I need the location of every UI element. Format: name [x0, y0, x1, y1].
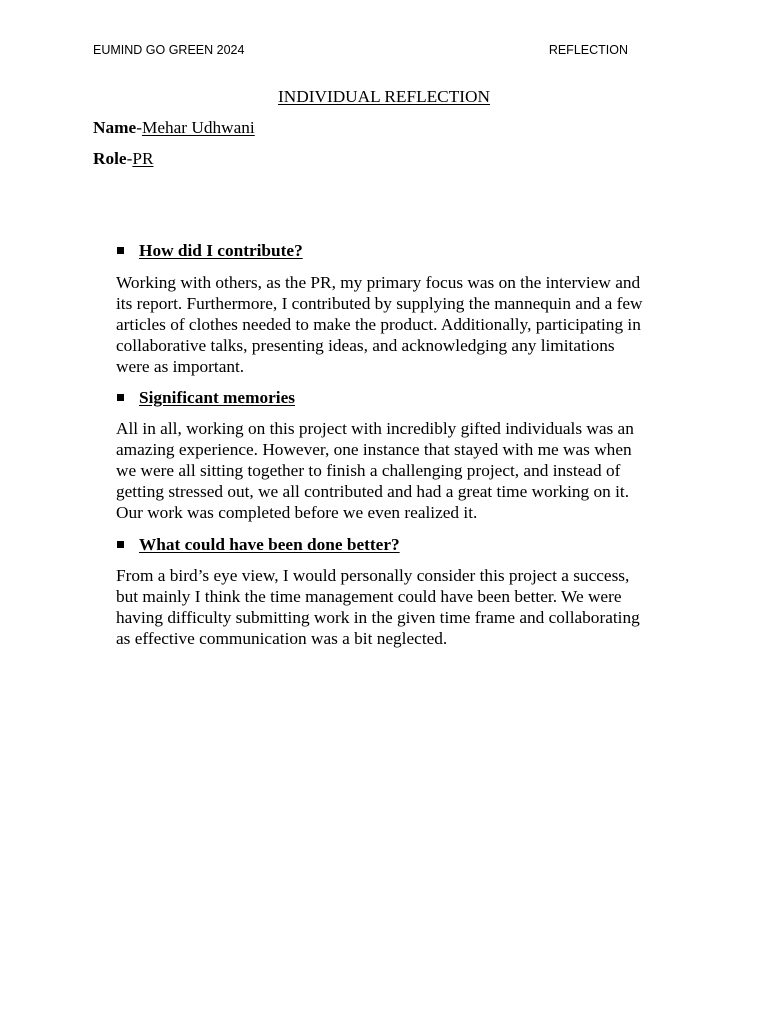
- paragraph-line: articles of clothes needed to make the product. Additionally, participating in: [116, 315, 641, 334]
- role-value: PR: [132, 149, 154, 168]
- page-header: [93, 43, 628, 59]
- section-paragraph: [116, 418, 676, 523]
- paragraph-line: amazing experience. However, one instance that stayed with me was when: [116, 440, 632, 459]
- paragraph-line: Working with others, as the PR, my primary focus was on the interview and: [116, 273, 641, 292]
- section-heading: Significant memories: [139, 388, 295, 407]
- page-title: [0, 87, 768, 107]
- section-paragraph: [116, 272, 676, 377]
- paragraph-line: were as important.: [116, 357, 245, 376]
- section-heading: How did I contribute?: [139, 241, 303, 260]
- paragraph-line: collaborative talks, presenting ideas, and acknowledging any limitations: [116, 336, 615, 355]
- role-label: Role: [93, 149, 127, 168]
- section-paragraph: [116, 565, 676, 649]
- square-bullet-icon: [117, 541, 124, 548]
- name-value: Mehar Udhwani: [141, 118, 255, 137]
- section-heading: What could have been done better?: [139, 535, 400, 554]
- paragraph-line: Our work was completed before we even realized it.: [116, 503, 478, 522]
- header-left-text: EUMIND GO GREEN 2024: [93, 43, 245, 57]
- header-right-text: REFLECTION: [548, 43, 628, 57]
- paragraph-line: having difficulty submitting work in the given time frame and collaborating: [116, 608, 640, 627]
- paragraph-line: getting stressed out, we all contributed and had a great time working on it.: [116, 482, 630, 501]
- paragraph-line: All in all, working on this project with incredibly gifted individuals was an: [116, 419, 634, 438]
- paragraph-line: From a bird’s eye view, I would personally consider this project a success,: [116, 566, 630, 585]
- page-title-text: INDIVIDUAL REFLECTION: [278, 87, 490, 106]
- name-label: Name: [93, 118, 137, 137]
- square-bullet-icon: [117, 394, 124, 401]
- paragraph-line: its report. Furthermore, I contributed by supplying the mannequin and a few: [116, 294, 643, 313]
- paragraph-line: but mainly I think the time management could have been better. We were: [116, 587, 622, 606]
- square-bullet-icon: [117, 247, 124, 254]
- name-field: Name-Mehar Udhwani: [93, 118, 255, 137]
- role-field: Role-PR: [93, 149, 154, 168]
- paragraph-line: we were all sitting together to finish a challenging project, and instead of: [116, 461, 621, 480]
- paragraph-line: as effective communication was a bit neglected.: [116, 629, 448, 648]
